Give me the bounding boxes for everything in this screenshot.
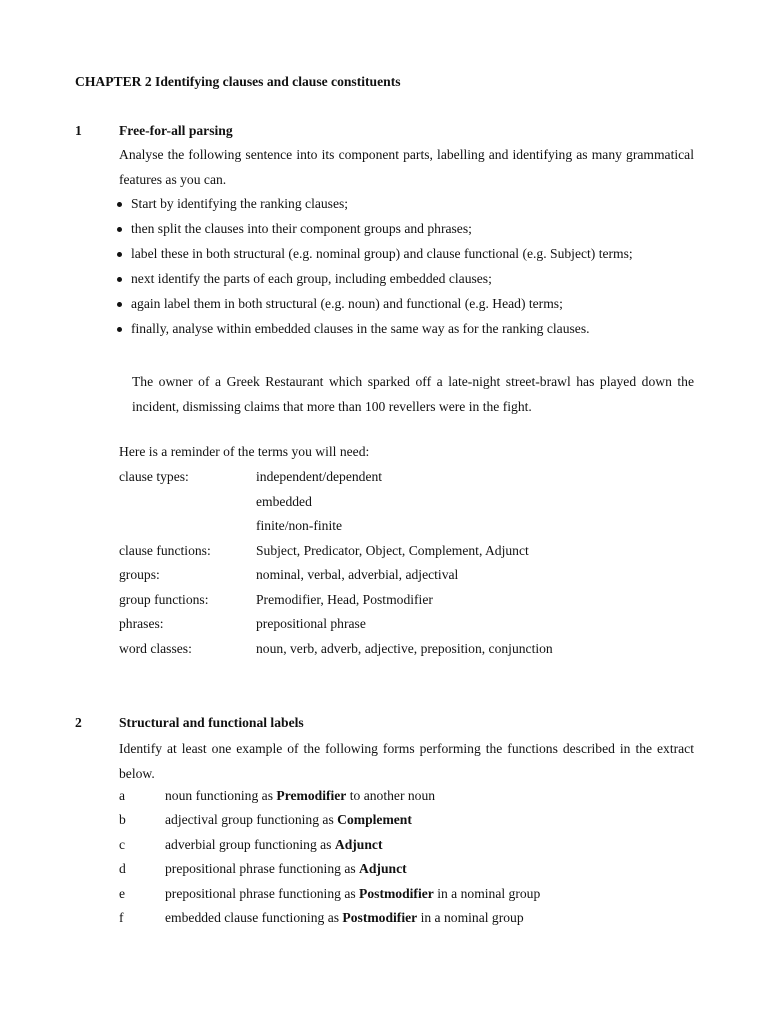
item-text xyxy=(165,787,435,805)
bullet-dot xyxy=(117,202,122,207)
section-1-intro: Analyse the following sentence into its component parts, labelling and identifying as many grammatical features as you can. xyxy=(119,147,694,187)
term-value: embedded xyxy=(256,494,312,509)
item-text-plain: embedded clause functioning as xyxy=(165,910,343,925)
section-2-number: 2 xyxy=(75,715,82,730)
term-label: phrases: xyxy=(119,616,164,631)
bullet-text: again label them in both structural (e.g. noun) and functional (e.g. Head) terms; xyxy=(131,296,563,311)
item-letter: b xyxy=(119,812,126,827)
bullet-dot xyxy=(117,277,122,282)
item-text xyxy=(165,860,407,878)
bullet-text: label these in both structural (e.g. nominal group) and clause functional (e.g. Subject) terms; xyxy=(131,246,633,261)
item-text-plain: in a nominal group xyxy=(433,886,541,901)
item-letter: f xyxy=(119,910,124,925)
section-2-heading: Structural and functional labels xyxy=(119,715,304,730)
section-1-heading: Free-for-all parsing xyxy=(119,123,233,138)
item-function-term: Premodifier xyxy=(276,788,347,803)
term-value: Subject, Predicator, Object, Complement, Adjunct xyxy=(256,543,529,558)
item-text-plain: in a nominal group xyxy=(417,910,524,925)
reminder-intro: Here is a reminder of the terms you will need: xyxy=(119,444,370,459)
item-letter: a xyxy=(119,788,126,803)
item-function-term: Adjunct xyxy=(334,837,383,852)
item-function-term: Adjunct xyxy=(359,861,407,876)
item-letter: e xyxy=(119,886,126,901)
term-value: independent/dependent xyxy=(256,469,383,484)
item-letter: c xyxy=(119,837,126,852)
term-label: word classes: xyxy=(119,641,192,656)
item-text xyxy=(165,811,412,829)
item-function-term: Postmodifier xyxy=(342,910,418,925)
chapter-title: CHAPTER 2 Identifying clauses and clause constituents xyxy=(75,74,401,89)
bullet-text: next identify the parts of each group, including embedded clauses; xyxy=(131,271,492,286)
item-text xyxy=(165,885,540,903)
bullet-text: then split the clauses into their component groups and phrases; xyxy=(131,221,472,236)
term-value: prepositional phrase xyxy=(256,616,366,631)
term-label: clause types: xyxy=(119,469,189,484)
item-text-plain: prepositional phrase functioning as xyxy=(165,861,360,876)
term-value: finite/non-finite xyxy=(256,518,343,533)
item-function-term: Postmodifier xyxy=(359,886,434,901)
term-value: noun, verb, adverb, adjective, preposition, conjunction xyxy=(256,641,553,656)
item-text-plain: prepositional phrase functioning as xyxy=(165,886,360,901)
bullet-dot xyxy=(117,327,122,332)
example-sentence: The owner of a Greek Restaurant which sparked off a late-night street-brawl has played down the incident, dismissing claims that more than 100 revellers were in the fight. xyxy=(132,374,694,414)
term-value: Premodifier, Head, Postmodifier xyxy=(256,592,433,607)
item-text xyxy=(165,909,524,927)
term-label: group functions: xyxy=(119,592,209,607)
item-text-plain: adjectival group functioning as xyxy=(165,812,338,827)
term-label: clause functions: xyxy=(119,543,211,558)
term-label: groups: xyxy=(119,567,160,582)
section-2-intro: Identify at least one example of the following forms performing the functions described in the extract below. xyxy=(119,741,694,781)
bullet-dot xyxy=(117,252,122,257)
term-value: nominal, verbal, adverbial, adjectival xyxy=(256,567,459,582)
item-text-plain: to another noun xyxy=(346,788,436,803)
bullet-dot xyxy=(117,302,122,307)
item-text xyxy=(165,836,382,854)
item-text-plain: noun functioning as xyxy=(165,788,277,803)
bullet-text: Start by identifying the ranking clauses; xyxy=(131,196,349,211)
bullet-dot xyxy=(117,227,122,232)
item-function-term: Complement xyxy=(337,812,412,827)
item-letter: d xyxy=(119,861,126,876)
item-text-plain: adverbial group functioning as xyxy=(165,837,335,852)
section-1-number: 1 xyxy=(75,123,82,138)
bullet-text: finally, analyse within embedded clauses in the same way as for the ranking clauses. xyxy=(131,321,590,336)
